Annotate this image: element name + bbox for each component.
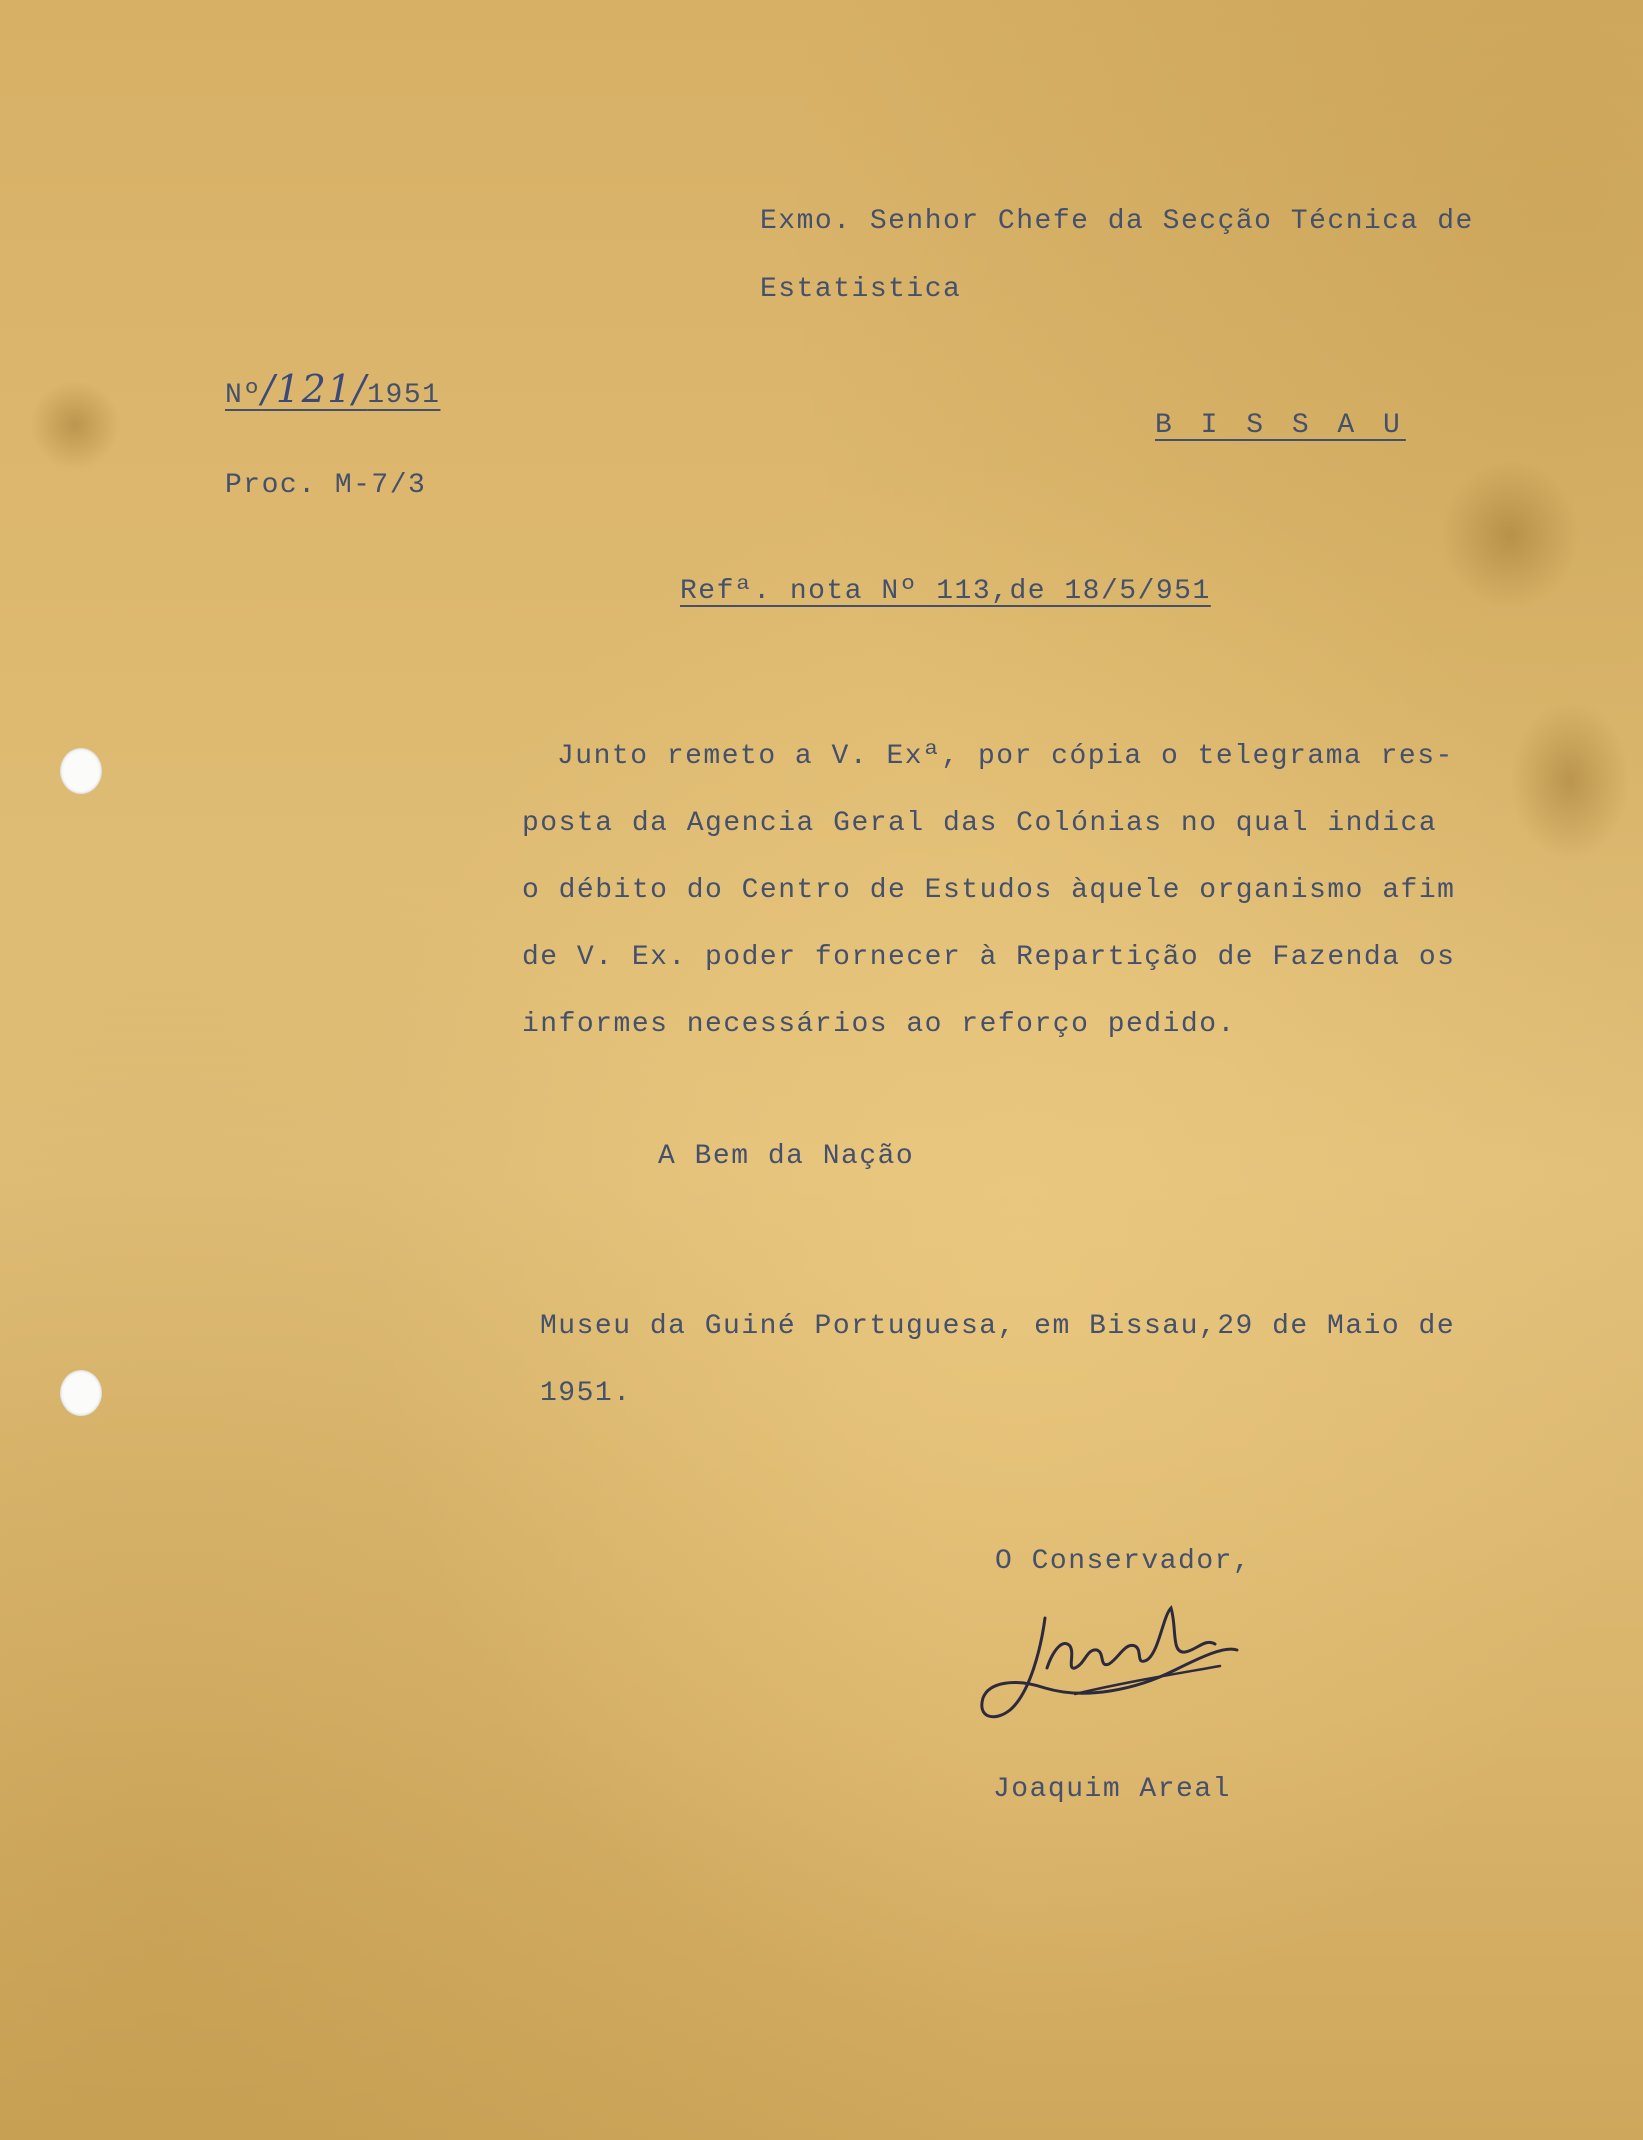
- letter-body: [522, 743, 1562, 1043]
- addressee-line: Exmo. Senhor Chefe da Secção Técnica de: [760, 206, 1474, 237]
- signature: [975, 1598, 1245, 1738]
- signatory-title: O Conservador,: [995, 1546, 1252, 1577]
- process-number: Proc. M-7/3: [225, 470, 427, 501]
- body-line: Junto remeto a V. Exª, por cópia o telegrama res-: [557, 741, 1454, 772]
- document-number: [225, 367, 441, 411]
- addressee-line: Estatistica: [760, 274, 962, 305]
- handwritten-number: /121/: [261, 367, 368, 411]
- body-line: informes necessários ao reforço pedido.: [522, 1009, 1236, 1040]
- punch-hole: [60, 748, 102, 794]
- body-line: o débito do Centro de Estudos àquele organismo afim: [522, 875, 1456, 906]
- number-year: 1951: [367, 380, 441, 411]
- punch-hole: [60, 1370, 102, 1416]
- paper-stain: [1440, 460, 1580, 610]
- body-line: posta da Agencia Geral das Colónias no qual indica: [522, 808, 1438, 839]
- place-date: 1951.: [540, 1378, 632, 1409]
- paper-stain: [30, 380, 120, 470]
- city-heading: B I S S A U: [1155, 410, 1406, 441]
- signatory-name: Joaquim Areal: [993, 1774, 1231, 1805]
- place-date: Museu da Guiné Portuguesa, em Bissau,29 de Maio de: [540, 1311, 1456, 1342]
- salutation: A Bem da Nação: [658, 1141, 915, 1172]
- body-line: de V. Ex. poder fornecer à Repartição de Fazenda os: [522, 942, 1456, 973]
- reference-note: Refª. nota Nº 113,de 18/5/951: [680, 576, 1211, 607]
- number-prefix: Nº: [225, 380, 262, 411]
